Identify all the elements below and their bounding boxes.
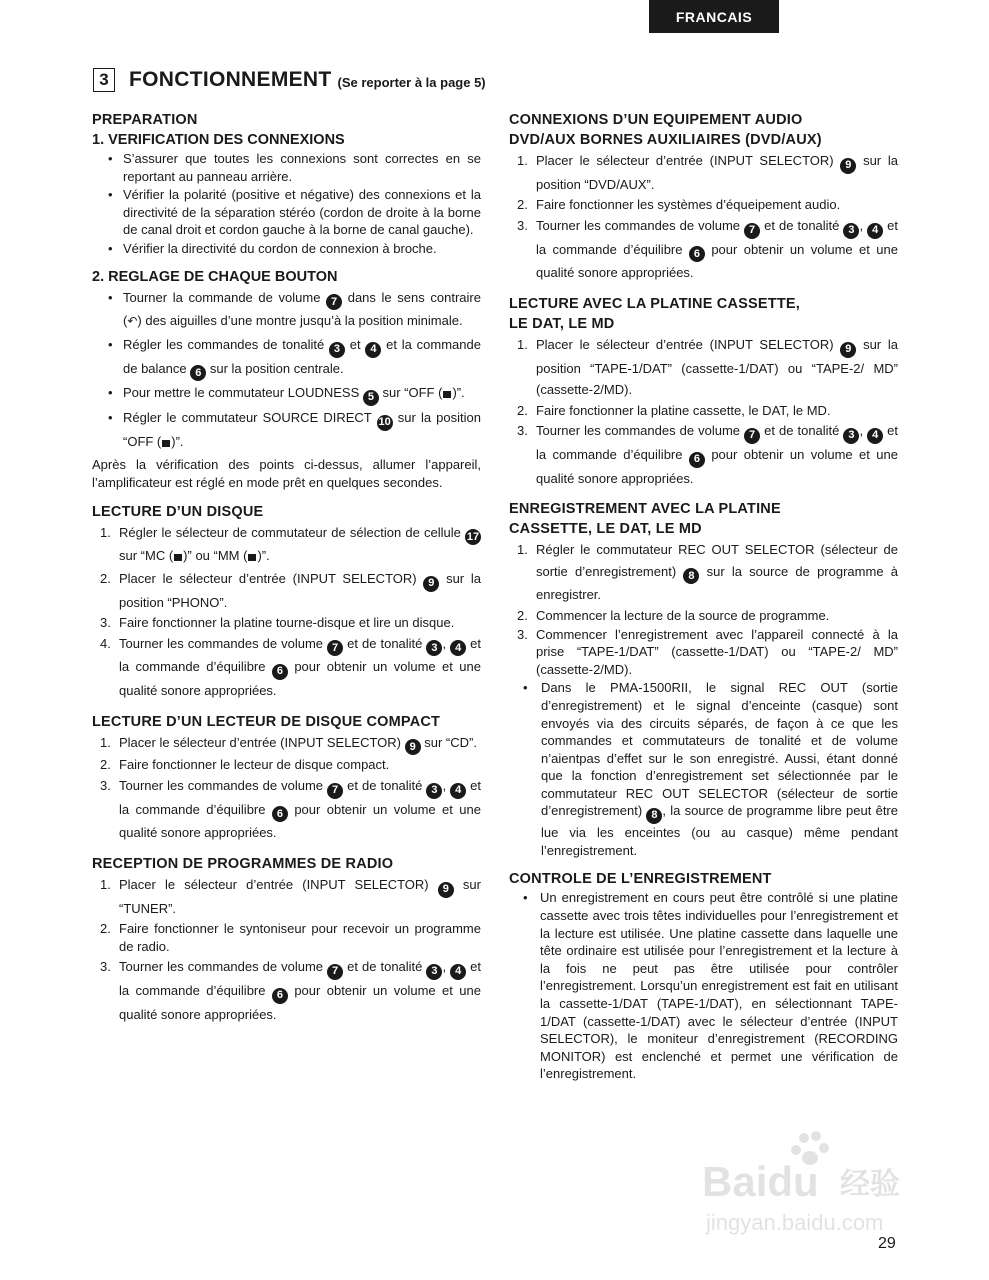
cassette-heading-line1: LECTURE AVEC LA PLATINE CASSETTE, [509, 295, 800, 312]
section-title: FONCTIONNEMENT [129, 68, 332, 91]
control-3-icon: 3 [843, 428, 859, 444]
control-4-icon: 4 [365, 342, 381, 358]
watermark-cn: 经验 [840, 1167, 900, 1202]
cassette-heading-line2: LE DAT, LE MD [509, 315, 615, 332]
watermark-url: jingyan.baidu.com [706, 1210, 884, 1235]
control-6-icon: 6 [689, 452, 705, 468]
list-item: 3. Tourner les commandes de volume 7 et de tonalité 3 , 4 et la commande d’équilibre 6 pour obtenir un volume et une qualité sonore appropriées. [517, 423, 899, 486]
cassette-steps [509, 334, 898, 489]
control-7-icon: 7 [326, 294, 342, 310]
preparation-heading: PREPARATION [92, 112, 198, 128]
list-item: 3. Tourner les commandes de volume 7 et de tonalité 3 , 4 et la commande d’équilibre 6 pour obtenir un volume et une qualité sonore appropriées. [517, 217, 899, 281]
list-item: • Vérifier la polarité (positive et négative) des connexions et la directivité de la séparation stéréo (cordon de droite à la borne de canal droit et cordon gauche à la borne de canal gauche). [108, 187, 481, 238]
switch-mc-icon [174, 554, 182, 561]
control-7-icon: 7 [744, 428, 760, 444]
list-item: 1. Placer le sélecteur d’entrée (INPUT SELECTOR) 9 sur la position “TAPE-1/DAT” (cassette-1/DAT) ou “TAPE-2/ MD” (cassette-2/MD). [517, 336, 898, 398]
cd-heading: LECTURE D’UN LECTEUR DE DISQUE COMPACT [92, 713, 441, 730]
list-item: 3. Faire fonctionner la platine tourne-disque et lire un disque. [100, 615, 455, 630]
list-item: • S’assurer que toutes les connexions sont correctes en se reportant au panneau arrière. [108, 151, 481, 184]
dvd-heading-line2: DVD/AUX BORNES AUXILIAIRES (DVD/AUX) [509, 132, 822, 148]
list-item: • Pour mettre le commutateur LOUDNESS 5 sur “OFF ( )”. [92, 382, 481, 406]
control-3-icon: 3 [426, 783, 442, 799]
disque-steps [92, 522, 481, 702]
control-7-icon: 7 [327, 640, 343, 656]
control-9-icon: 9 [438, 882, 454, 898]
section-number: 3 [93, 68, 115, 92]
switch-off-icon [162, 440, 170, 447]
control-6-icon: 6 [190, 365, 206, 381]
control-5-icon: 5 [363, 390, 379, 406]
page-header [93, 68, 486, 92]
control-17-icon: 17 [465, 529, 481, 545]
disque-heading: LECTURE D’UN DISQUE [92, 503, 264, 520]
record-heading-line1: ENREGISTREMENT AVEC LA PLATINE [509, 501, 781, 518]
list-item: 2. Faire fonctionner le syntoniseur pour recevoir un programme de radio. [100, 921, 481, 954]
control-6-icon: 6 [272, 664, 288, 680]
control-4-icon: 4 [450, 964, 466, 980]
control-9-icon: 9 [423, 576, 439, 592]
watermark-brand: Baidu [702, 1158, 819, 1205]
reglage-heading: 2. REGLAGE DE CHAQUE BOUTON [92, 268, 338, 285]
control-8-icon: 8 [646, 808, 662, 824]
record-notes [509, 679, 898, 859]
control-7-icon: 7 [327, 783, 343, 799]
control-9-icon: 9 [840, 158, 856, 174]
paw-toe [819, 1143, 829, 1153]
control-3-icon: 3 [426, 640, 442, 656]
list-item: • Vérifier la directivité du cordon de connexion à broche. [108, 240, 437, 256]
paw-toe [799, 1133, 809, 1143]
control-4-icon: 4 [867, 428, 883, 444]
list-item: 2. Faire fonctionner les systèmes d’équeipement audio. [517, 197, 841, 213]
list-item: 1. Placer le sélecteur d’entrée (INPUT SELECTOR) 9 sur la position “DVD/AUX”. [517, 153, 898, 192]
control-4-icon: 4 [450, 783, 466, 799]
list-item: • Tourner la commande de volume 7 dans le sens contraire (↶) des aiguilles d’une montre jusqu’à la position minimale. [108, 289, 481, 329]
control-9-icon: 9 [840, 342, 856, 358]
list-item: 1. Régler le sélecteur de commutateur de sélection de cellule 17 sur “MC ( )” ou “MM ( )”. [100, 524, 480, 564]
list-item: 3. Commencer l’enregistrement avec l’appareil connecté à la prise “TAPE-1/DAT” (cassette-1/DAT) ou “TAPE-2/ MD” (cassette-2/MD). [517, 626, 898, 677]
disque-section [92, 502, 481, 702]
list-item: 2. Faire fonctionner le lecteur de disque compact. [100, 757, 390, 773]
list-item: 1. Placer le sélecteur d’entrée (INPUT SELECTOR) 9 sur “CD”. [92, 732, 481, 756]
preparation-section [92, 110, 481, 492]
control-9-icon: 9 [405, 739, 421, 755]
right-column [509, 110, 898, 1093]
paw-toe [811, 1131, 821, 1141]
verification-heading: 1. VERIFICATION DES CONNEXIONS [92, 132, 345, 148]
control-3-icon: 3 [843, 223, 859, 239]
dvd-steps [509, 150, 898, 284]
list-item: • Régler le commutateur SOURCE DIRECT 10 sur la position “OFF ( )”. [108, 410, 481, 449]
record-heading-line2: CASSETTE, LE DAT, LE MD [509, 521, 702, 538]
list-item: • Dans le PMA-1500RII, le signal REC OUT (sortie d’enregistrement) et le signal d’enceinte (casque) sont envoyés via des circuits séparés, de façon à ce que les commandes et commutateurs de tonalité et de volume n’aientpas d’effet sur le son enregistré. Aussi, étant donné que la fonction d’enregistrement set sélectionnée par le commutateur REC OUT SELECTOR (sélecteur de sortie d’enregistrement) 8 , la source de programme libre peut être lue via les enceintes (ou au casque) même pendant l’enregistrement. [523, 680, 898, 858]
radio-section [92, 854, 481, 1025]
section-note: (Se reporter à la page 5) [337, 74, 486, 90]
reglage-list [92, 287, 481, 453]
list-item: 1. Placer le sélecteur d’entrée (INPUT SELECTOR) 9 sur “TUNER”. [100, 876, 481, 916]
control-4-icon: 4 [867, 223, 883, 239]
switch-mm-icon [248, 554, 256, 561]
control-6-icon: 6 [272, 806, 288, 822]
control-3-icon: 3 [329, 342, 345, 358]
page-number: 29 [878, 1235, 896, 1252]
dvd-section [509, 110, 898, 284]
baidu-watermark [700, 1130, 940, 1240]
list-item: • Régler les commandes de tonalité 3 et 4 et la commande de balance 6 sur la position centrale. [92, 334, 481, 382]
cd-steps [92, 732, 481, 844]
record-steps [509, 539, 898, 678]
list-item: 2. Placer le sélecteur d’entrée (INPUT SELECTOR) 9 sur la position “PHONO”. [100, 570, 481, 610]
control-7-icon: 7 [744, 223, 760, 239]
control-4-icon: 4 [450, 640, 466, 656]
language-tab: FRANCAIS [649, 0, 779, 33]
list-item: 2. Faire fonctionner la platine cassette, le DAT, le MD. [517, 402, 831, 418]
dvd-heading-line1: CONNEXIONS D’UN EQUIPEMENT AUDIO [509, 112, 803, 128]
controle-heading: CONTROLE DE L’ENREGISTREMENT [509, 871, 772, 888]
switch-off-icon [443, 391, 451, 398]
control-8-icon: 8 [683, 568, 699, 584]
control-6-icon: 6 [689, 246, 705, 262]
controle-notes [509, 889, 898, 1083]
verification-list [92, 150, 481, 258]
control-7-icon: 7 [327, 964, 343, 980]
radio-steps [92, 874, 481, 1025]
paw-toe [791, 1145, 801, 1155]
cassette-section [509, 294, 898, 489]
control-6-icon: 6 [272, 988, 288, 1004]
list-item: • Un enregistrement en cours peut être contrôlé si une platine cassette avec trois têtes individuelles pour l’enregistrement et la lecture est utilisée. Une platine cassette dans laquelle une tête ordinaire est utilisée pour l’enregistrement et la lecture à la fois ne peut pas être utilisée pour contrôler l’enregistrement. Lorsqu’un enregistrement est fait en utilisant la cassette-1/DAT (TAPE-1/DAT), en sélectionnant TAPE-1/DAT (cassette-1/DAT) avec le sélecteur d’entrée (INPUT SELECTOR), le moniteur d’enregistrement (RECORDING MONITOR) est enclenché et permet une vérification de l’enregistrement. [523, 890, 898, 1082]
control-3-icon: 3 [426, 964, 442, 980]
control-10-icon: 10 [377, 415, 393, 431]
list-item: 1. Régler le commutateur REC OUT SELECTOR (sélecteur de sortie d’enregistrement) 8 sur la source de programme à enregistrer. [517, 542, 898, 603]
after-check-paragraph: Après la vérification des points ci-dessus, allumer l’appareil, l’amplificateur est réglé en mode prêt en quelques secondes. [92, 457, 481, 490]
list-item: 2. Commencer la lecture de la source de programme. [517, 607, 830, 623]
radio-heading: RECEPTION DE PROGRAMMES DE RADIO [92, 855, 394, 872]
record-section [509, 499, 898, 859]
counterclockwise-icon: ↶ [127, 314, 138, 329]
list-item: 3. Tourner les commandes de volume 7 et de tonalité 3 , 4 et la commande d’équilibre 6 pour obtenir un volume et une qualité sonore appropriées. [100, 777, 482, 841]
left-column [92, 110, 481, 1035]
cd-section [92, 712, 481, 844]
list-item: 3. Tourner les commandes de volume 7 et de tonalité 3 , 4 et la commande d’équilibre 6 pour obtenir un volume et une qualité sonore appropriées. [100, 959, 482, 1022]
list-item: 4. Tourner les commandes de volume 7 et de tonalité 3 , 4 et la commande d’équilibre 6 pour obtenir un volume et une qualité sonore appropriées. [100, 635, 482, 699]
controle-section [509, 869, 898, 1083]
